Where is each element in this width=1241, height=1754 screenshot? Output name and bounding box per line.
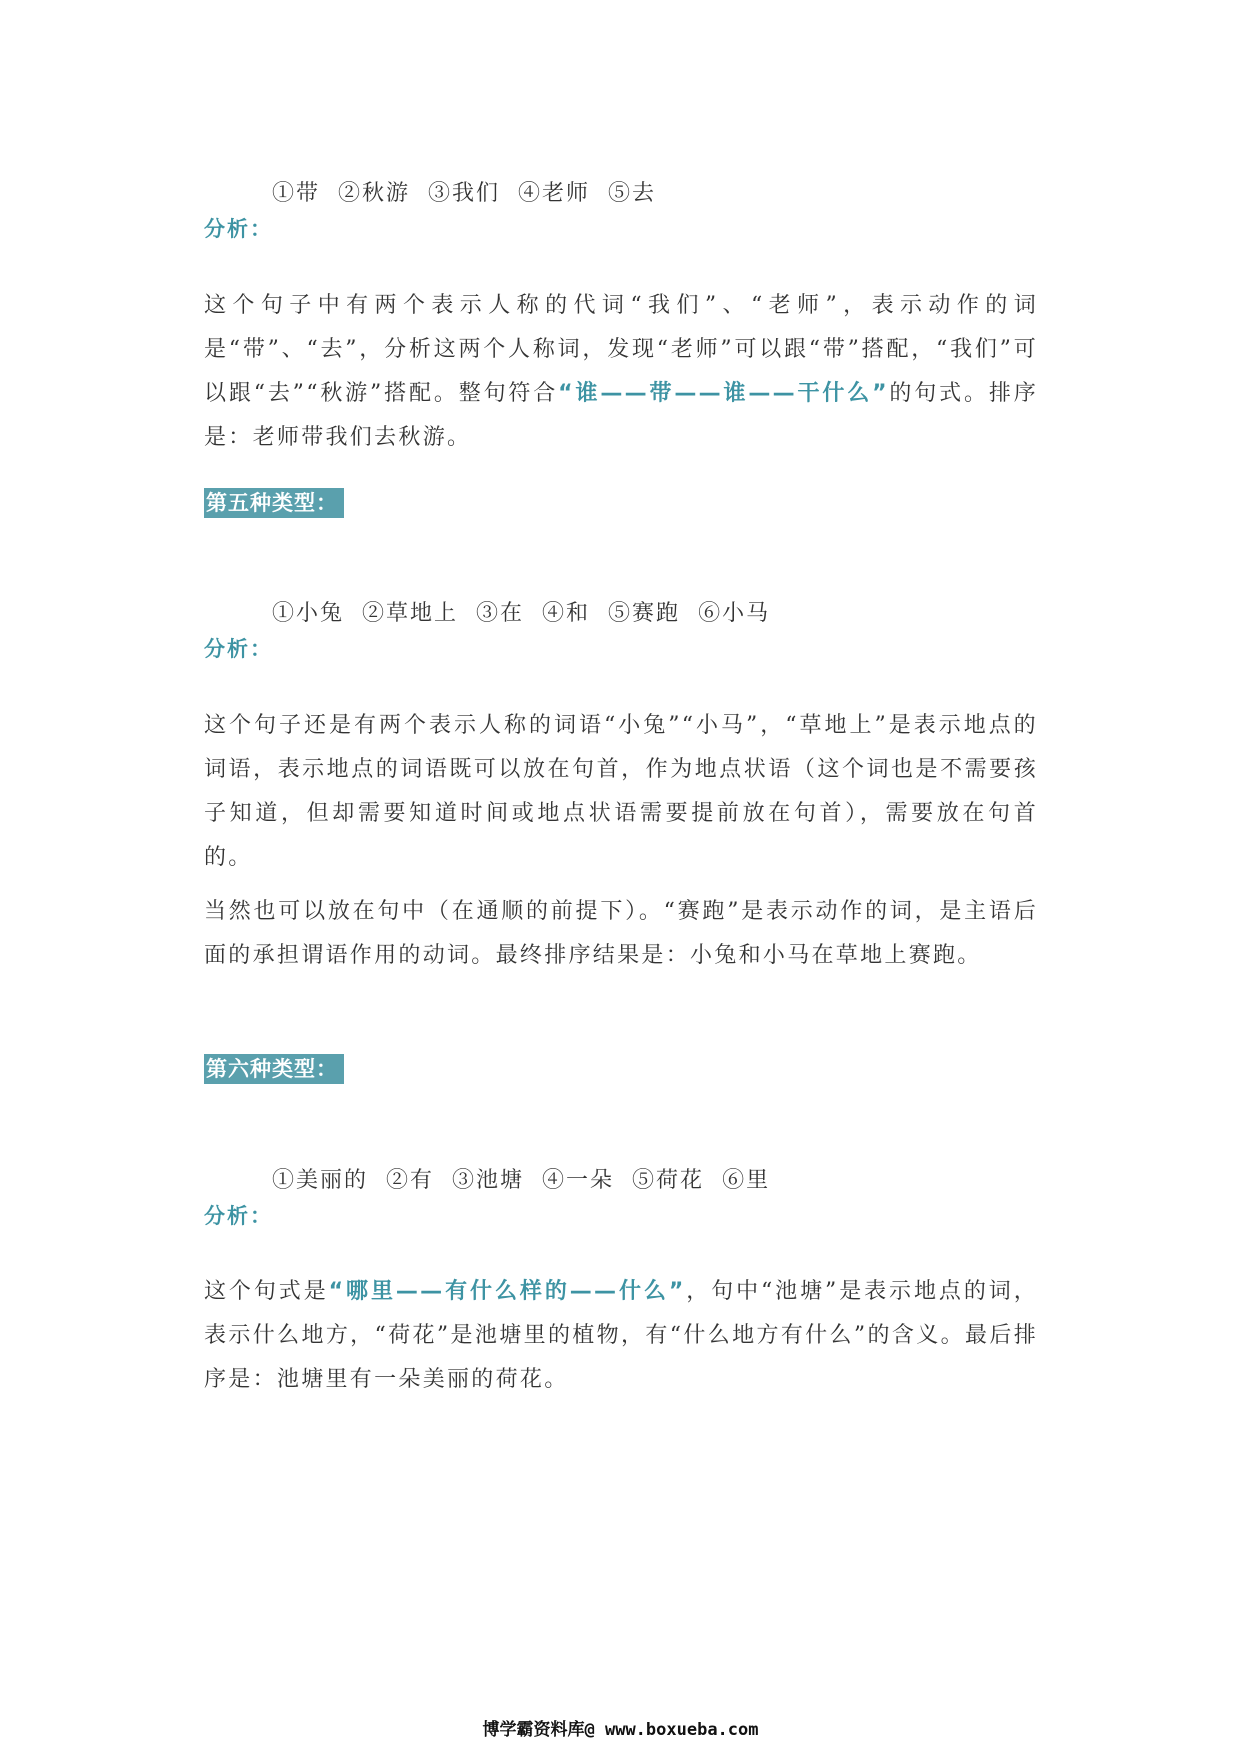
analysis-label-s4: 分析： [204,217,273,241]
paragraph-text: 这个句式是 [204,1279,329,1304]
option-item: ⑤去 [608,181,657,206]
option-item: ②秋游 [338,181,411,206]
option-item: ④老师 [518,181,591,206]
section-heading: 第五种类型： [204,488,344,518]
sentence-pattern-highlight: “谁——带——谁——干什么” [558,381,889,406]
analysis-paragraph-s6 [204,1270,1038,1402]
option-item: ①带 [271,181,320,206]
paragraph-text: 这个句子中有两个表示人称的代词“我们”、“老师”，表示动作的词是“带”、“去”，分析这两个人称词，发现“老师”可以跟“带”搭配，“我们”可以跟“去”“秋游”搭配。整句符合 [204,293,1038,406]
section-6 [204,1054,1038,1084]
analysis-paragraph-s5-2: 当然也可以放在句中（在通顺的前提下）。“赛跑”是表示动作的词，是主语后面的承担谓语作用的动词。最终排序结果是：小兔和小马在草地上赛跑。 [204,899,1038,968]
option-item: ④和 [542,601,591,626]
sentence-pattern-highlight: “哪里——有什么样的——什么” [328,1279,686,1304]
option-item: ①小兔 [271,601,344,626]
option-item: ⑤赛跑 [608,601,681,626]
analysis-paragraph-s4 [204,284,1038,460]
option-item: ⑤荷花 [632,1168,705,1193]
paragraph-text: 的句式。排序是：老师带我们去秋游。 [204,381,1039,450]
option-item: ③池塘 [452,1168,525,1193]
paragraph-text: ，句中“池塘”是表示地点的词，表示什么地方，“荷花”是池塘里的植物，有“什么地方有什么”的含义。最后排序是：池塘里有一朵美丽的荷花。 [204,1279,1038,1392]
option-item: ③在 [476,601,525,626]
analysis-label-s5: 分析： [204,637,273,661]
section-5 [204,488,1038,518]
option-item: ④一朵 [542,1168,615,1193]
option-item: ⑥小马 [698,601,771,626]
option-item: ①美丽的 [271,1168,368,1193]
analysis-label-s6: 分析： [204,1204,273,1228]
option-item: ②草地上 [362,601,459,626]
footer-watermark: 博学霸资料库@ www.boxueba.com [482,1720,759,1740]
option-item: ②有 [386,1168,435,1193]
option-item: ⑥里 [722,1168,771,1193]
analysis-paragraph-s5-1: 这个句子还是有两个表示人称的词语“小兔”“小马”，“草地上”是表示地点的词语，表示地点的词语既可以放在句首，作为地点状语（这个词也是不需要孩子知道，但却需要知道时间或地点状语需要提前放在句首），需要放在句首的。 [204,713,1038,870]
section-heading: 第六种类型： [204,1054,344,1084]
option-item: ③我们 [428,181,501,206]
